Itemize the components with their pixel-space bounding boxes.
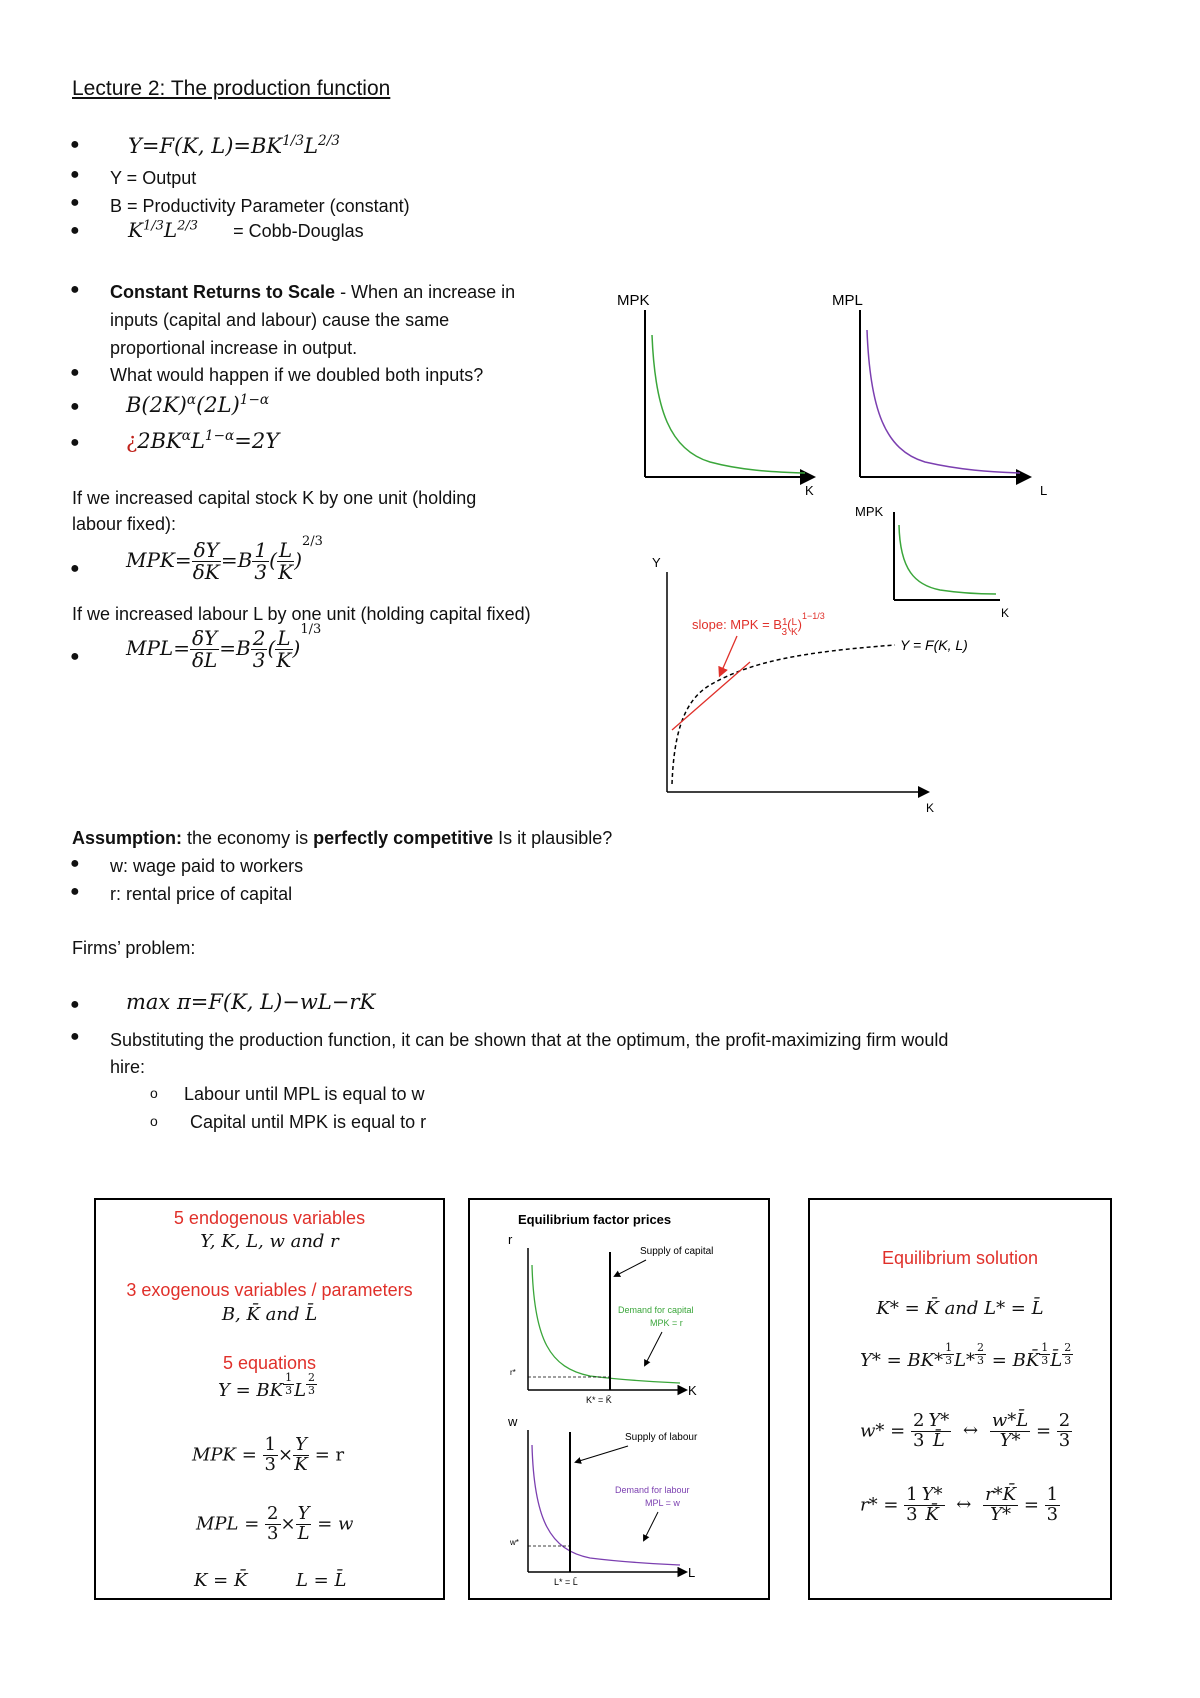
marginal-product-graphs	[600, 290, 1080, 820]
mpk-curve	[652, 335, 805, 473]
mpl-l-label: L	[1040, 483, 1048, 498]
productivity-definition: B = Productivity Parameter (constant)	[110, 196, 410, 216]
equations-title: 5 equations	[222, 1353, 317, 1373]
endogenous-title: 5 endogenous variables	[173, 1208, 366, 1228]
bullet-dot: ●	[70, 166, 80, 183]
r-star-label: r*	[510, 1368, 516, 1377]
capital-k-label: K	[688, 1383, 697, 1398]
sub-bullet-o: o	[150, 1113, 158, 1129]
production-k-label: K	[926, 801, 935, 815]
supply-capital-arrow	[615, 1260, 646, 1276]
bullet-dot: ●	[70, 1028, 80, 1045]
factor-prices-box	[468, 1198, 770, 1600]
factor-prices-title: Equilibrium factor prices	[518, 1212, 672, 1227]
small-mpk-curve	[899, 525, 996, 594]
bullet-dot: ●	[70, 855, 80, 872]
small-mpk-k-label: K	[1001, 606, 1010, 620]
mpk-intro: If we increased capital stock K by one unit (holding	[72, 488, 477, 508]
demand-labour-eq: MPL = w	[645, 1498, 680, 1508]
equilibrium-solution-box	[808, 1198, 1112, 1600]
bullet-dot: ●	[70, 364, 80, 381]
mpk-intro-line2: labour fixed):	[72, 514, 177, 534]
slope-arrow	[720, 636, 737, 675]
exogenous-vars: B, K̄ and L̄	[221, 1304, 318, 1325]
slope-label: slope: MPK = $B^1$ 3($^L$ K)$^{1-1/3}$	[692, 611, 825, 638]
production-function-eq: Y=F(K, $L)=BK^{1/3}L^{2/3}$	[128, 133, 340, 158]
rental-price-definition: r: rental price of capital	[110, 884, 293, 904]
wage-definition: w: wage paid to workers	[110, 856, 304, 876]
mpk-k-label: K	[805, 483, 814, 498]
bullet-dot: ●	[70, 883, 80, 900]
supply-capital-label: Supply of capital	[640, 1246, 714, 1257]
assumption-line: Assumption: the economy is perfectly competitive Is it plausible?	[72, 828, 613, 848]
production-curve-label: Y = F(K, L)	[900, 637, 968, 653]
mpk-axis-label: MPK	[617, 292, 650, 309]
labour-condition: Labour until MPL is equal to w	[184, 1084, 425, 1104]
crs-definition-line2: inputs (capital and labour) cause the same	[110, 310, 450, 330]
mpk-formula: MPK= $\frac{\delta Y}{\delta K}$ =B $\frac{1}{3}$ ( $\frac{L}{K}$ )$^{2/3}$	[126, 534, 323, 584]
supply-labour-label: Supply of labour	[625, 1432, 698, 1443]
exogenous-title: 3 exogenous variables / parameters	[126, 1280, 413, 1300]
small-mpk-axis-label: MPK	[855, 504, 884, 519]
page-title: Lecture 2: The production function	[72, 77, 391, 100]
l-star-label: L* = L̄	[554, 1577, 578, 1587]
endogenous-vars: Y, K, L, w and r	[200, 1231, 339, 1252]
double-inputs-question: What would happen if we doubled both inputs?	[110, 365, 484, 385]
labour-l-label: L	[688, 1565, 696, 1580]
doubled-input-eq: $B(2K)^\alpha(2L)^{1-\alpha}$	[126, 392, 270, 417]
capital-condition: Capital until MPK is equal to r	[190, 1112, 427, 1132]
mpl-formula: MPL= $\frac{\delta Y}{\delta L}$ =B $\frac{2}{3}$ ( $\frac{L}{K}$ )$^{1/3}$	[126, 622, 322, 672]
k-l-equilibrium: K* = K̄ and L* = L̄	[876, 1298, 1044, 1319]
box1-production-eq: Y = BK $\frac{1}{3}$ L $\frac{2}{3}$	[218, 1370, 316, 1401]
r-equilibrium: r* = $\frac{1}{3}$ $\frac{Y*}{K̄}$ ↔ $\frac{r*K̄}{Y*}$ = $\frac{1}{3}$	[860, 1484, 1059, 1525]
production-y-label: Y	[652, 555, 661, 570]
substitution-text: Substituting the production function, it can be shown that at the optimum, the profit-maximizing firm would	[110, 1030, 949, 1050]
bullet-dot: ●	[70, 398, 80, 415]
production-curve	[672, 645, 895, 784]
box1-mpl-eq: MPL = $\frac{2}{3}$ × $\frac{Y}{L}$ = w	[196, 1503, 354, 1544]
firms-problem-heading: Firms’ problem:	[72, 938, 196, 958]
demand-labour-arrow	[644, 1512, 658, 1540]
mpl-intro: If we increased labour L by one unit (holding capital fixed)	[72, 604, 531, 624]
box1-k-equals-kbar: K = K̄	[194, 1570, 248, 1591]
equilibrium-solution-title: Equilibrium solution	[881, 1248, 1039, 1268]
bullet-dot: ●	[70, 222, 80, 239]
bullet-dot: ●	[70, 194, 80, 211]
crs-definition: Constant Returns to Scale - When an increase in	[110, 282, 516, 302]
sub-bullet-o: o	[150, 1085, 158, 1101]
mpl-curve	[867, 330, 1020, 473]
profit-max-eq: max π=F(K, L)−wL−rK	[126, 990, 376, 1014]
bullet-dot: ●	[70, 281, 80, 298]
bullet-dot: ●	[70, 560, 80, 577]
box1-l-equals-lbar: L = L̄	[296, 1570, 347, 1591]
supply-labour-arrow	[576, 1446, 628, 1462]
substitution-text-line2: hire:	[110, 1057, 146, 1077]
demand-capital-label: Demand for capital	[618, 1305, 694, 1315]
tangent-line	[672, 662, 750, 730]
factor-prices-graphs	[470, 1200, 768, 1598]
y-equilibrium: Y* = BK* $\frac{1}{3}$ L* $\frac{2}{3}$ = BK̄ $\frac{1}{3}$ L̄ $\frac{2}{3}$	[860, 1340, 1072, 1371]
crs-definition-line3: proportional increase in output.	[110, 338, 358, 358]
demand-labour-label: Demand for labour	[615, 1485, 690, 1495]
demand-capital-eq: MPK = r	[650, 1318, 683, 1328]
bullet-dot: ●	[70, 648, 80, 665]
bullet-dot: ●	[70, 434, 80, 451]
box1-mpk-eq: MPK = $\frac{1}{3}$ × $\frac{Y}{K}$ = r	[192, 1434, 345, 1475]
k-star-label: K* = K̄	[586, 1395, 612, 1405]
bullet-dot: ●	[70, 996, 80, 1013]
mpl-axis-label: MPL	[832, 292, 863, 309]
model-summary-box	[94, 1198, 445, 1600]
r-axis-label: r	[508, 1232, 513, 1247]
w-equilibrium: w* = $\frac{2}{3}$ $\frac{Y*}{L̄}$ ↔ $\frac{w*L̄}{Y*}$ = $\frac{2}{3}$	[860, 1410, 1071, 1451]
w-axis-label: w	[508, 1414, 518, 1429]
output-definition: Y = Output	[110, 168, 197, 188]
doubled-output-eq: ¿$2BK^\alpha L^{1-\alpha}=2Y$	[126, 428, 280, 453]
bullet-dot: ●	[70, 136, 80, 153]
cobb-douglas-line: $K^{1/3}L^{2/3}$ = Cobb-Douglas	[128, 218, 364, 242]
demand-capital-arrow	[645, 1332, 662, 1365]
w-star-label: w*	[510, 1538, 519, 1547]
